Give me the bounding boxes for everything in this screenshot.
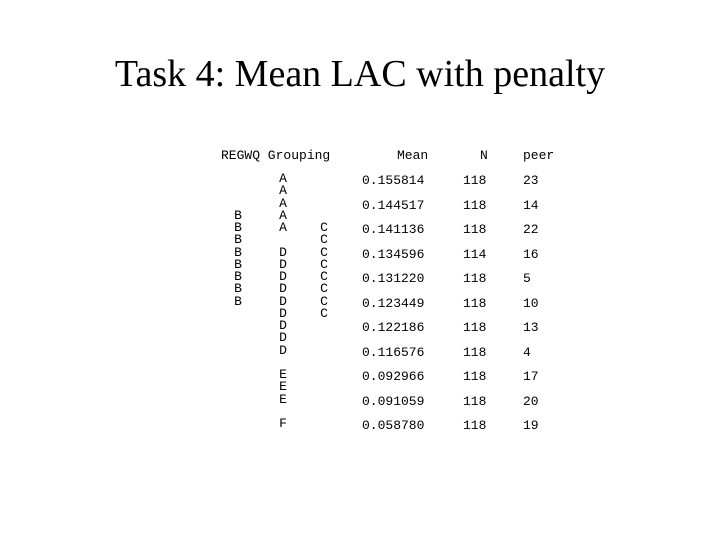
row-peer-value: 19: [523, 418, 539, 433]
grouping-letter-d: D: [279, 305, 287, 321]
row-peer-value: 16: [523, 246, 539, 262]
grouping-letter-a: A: [279, 195, 287, 211]
header-n: N: [480, 148, 488, 163]
grouping-letter-e: E: [279, 391, 287, 407]
grouping-letter-d: D: [279, 330, 287, 346]
grouping-letter-a: A: [279, 183, 287, 199]
row-n-value: 118: [463, 173, 487, 188]
row-n-value: 118: [463, 222, 487, 237]
row-peer-value: 13: [523, 320, 539, 335]
row-n-value: 118: [463, 271, 487, 286]
header-peer: peer: [523, 148, 555, 163]
grouping-letter-d: D: [279, 318, 287, 333]
row-mean-value: 0.141136: [362, 222, 425, 237]
grouping-letter-d: D: [279, 256, 287, 272]
row-mean-value: 0.058780: [362, 418, 425, 433]
row-n-value: 118: [463, 344, 487, 360]
row-peer-value: 4: [523, 344, 531, 360]
grouping-letter-b: B: [234, 244, 242, 260]
row-peer-value: 20: [523, 393, 539, 409]
row-peer-value: 17: [523, 369, 539, 384]
grouping-letter-b: B: [234, 220, 242, 235]
grouping-letter-b: B: [234, 232, 242, 248]
grouping-letter-e: E: [279, 379, 287, 395]
row-mean-value: 0.116576: [362, 344, 425, 360]
row-peer-value: 23: [523, 173, 539, 188]
row-n-value: 118: [463, 369, 487, 384]
grouping-letter-c: C: [320, 293, 328, 309]
grouping-letter-c: C: [320, 220, 328, 235]
grouping-letter-b: B: [234, 256, 242, 272]
row-mean-value: 0.091059: [362, 393, 425, 409]
row-peer-value: 10: [523, 295, 539, 311]
grouping-letter-b: B: [234, 269, 242, 284]
row-mean-value: 0.131220: [362, 271, 425, 286]
grouping-letter-d: D: [279, 293, 287, 309]
grouping-letter-c: C: [320, 281, 328, 297]
grouping-letter-d: D: [279, 342, 287, 358]
row-n-value: 118: [463, 295, 487, 311]
grouping-letter-f: F: [279, 416, 287, 431]
grouping-letter-c: C: [320, 269, 328, 284]
row-peer-value: 14: [523, 197, 539, 213]
grouping-letter-b: B: [234, 281, 242, 297]
grouping-letter-a: A: [279, 220, 287, 235]
row-mean-value: 0.134596: [362, 246, 425, 262]
slide-title: Task 4: Mean LAC with penalty: [114, 53, 606, 95]
grouping-letter-b: B: [234, 293, 242, 309]
header-mean: Mean: [397, 148, 429, 163]
grouping-letter-d: D: [279, 244, 287, 260]
row-n-value: 118: [463, 393, 487, 409]
row-n-value: 118: [463, 320, 487, 335]
grouping-letter-d: D: [279, 281, 287, 297]
row-mean-value: 0.155814: [362, 173, 425, 188]
row-n-value: 118: [463, 418, 487, 433]
grouping-letter-a: A: [279, 171, 287, 186]
grouping-letter-c: C: [320, 244, 328, 260]
grouping-letter-a: A: [279, 207, 287, 223]
row-mean-value: 0.123449: [362, 295, 425, 311]
header-grouping: REGWQ Grouping: [221, 148, 331, 163]
grouping-letter-d: D: [279, 269, 287, 284]
row-n-value: 114: [463, 246, 487, 262]
grouping-letter-b: B: [234, 207, 242, 223]
row-mean-value: 0.144517: [362, 197, 425, 213]
row-peer-value: 5: [523, 271, 531, 286]
grouping-letter-e: E: [279, 367, 287, 382]
row-peer-value: 22: [523, 222, 539, 237]
grouping-letter-c: C: [320, 305, 328, 321]
grouping-letter-c: C: [320, 256, 328, 272]
row-mean-value: 0.122186: [362, 320, 425, 335]
grouping-letter-c: C: [320, 232, 328, 248]
row-mean-value: 0.092966: [362, 369, 425, 384]
row-n-value: 118: [463, 197, 487, 213]
